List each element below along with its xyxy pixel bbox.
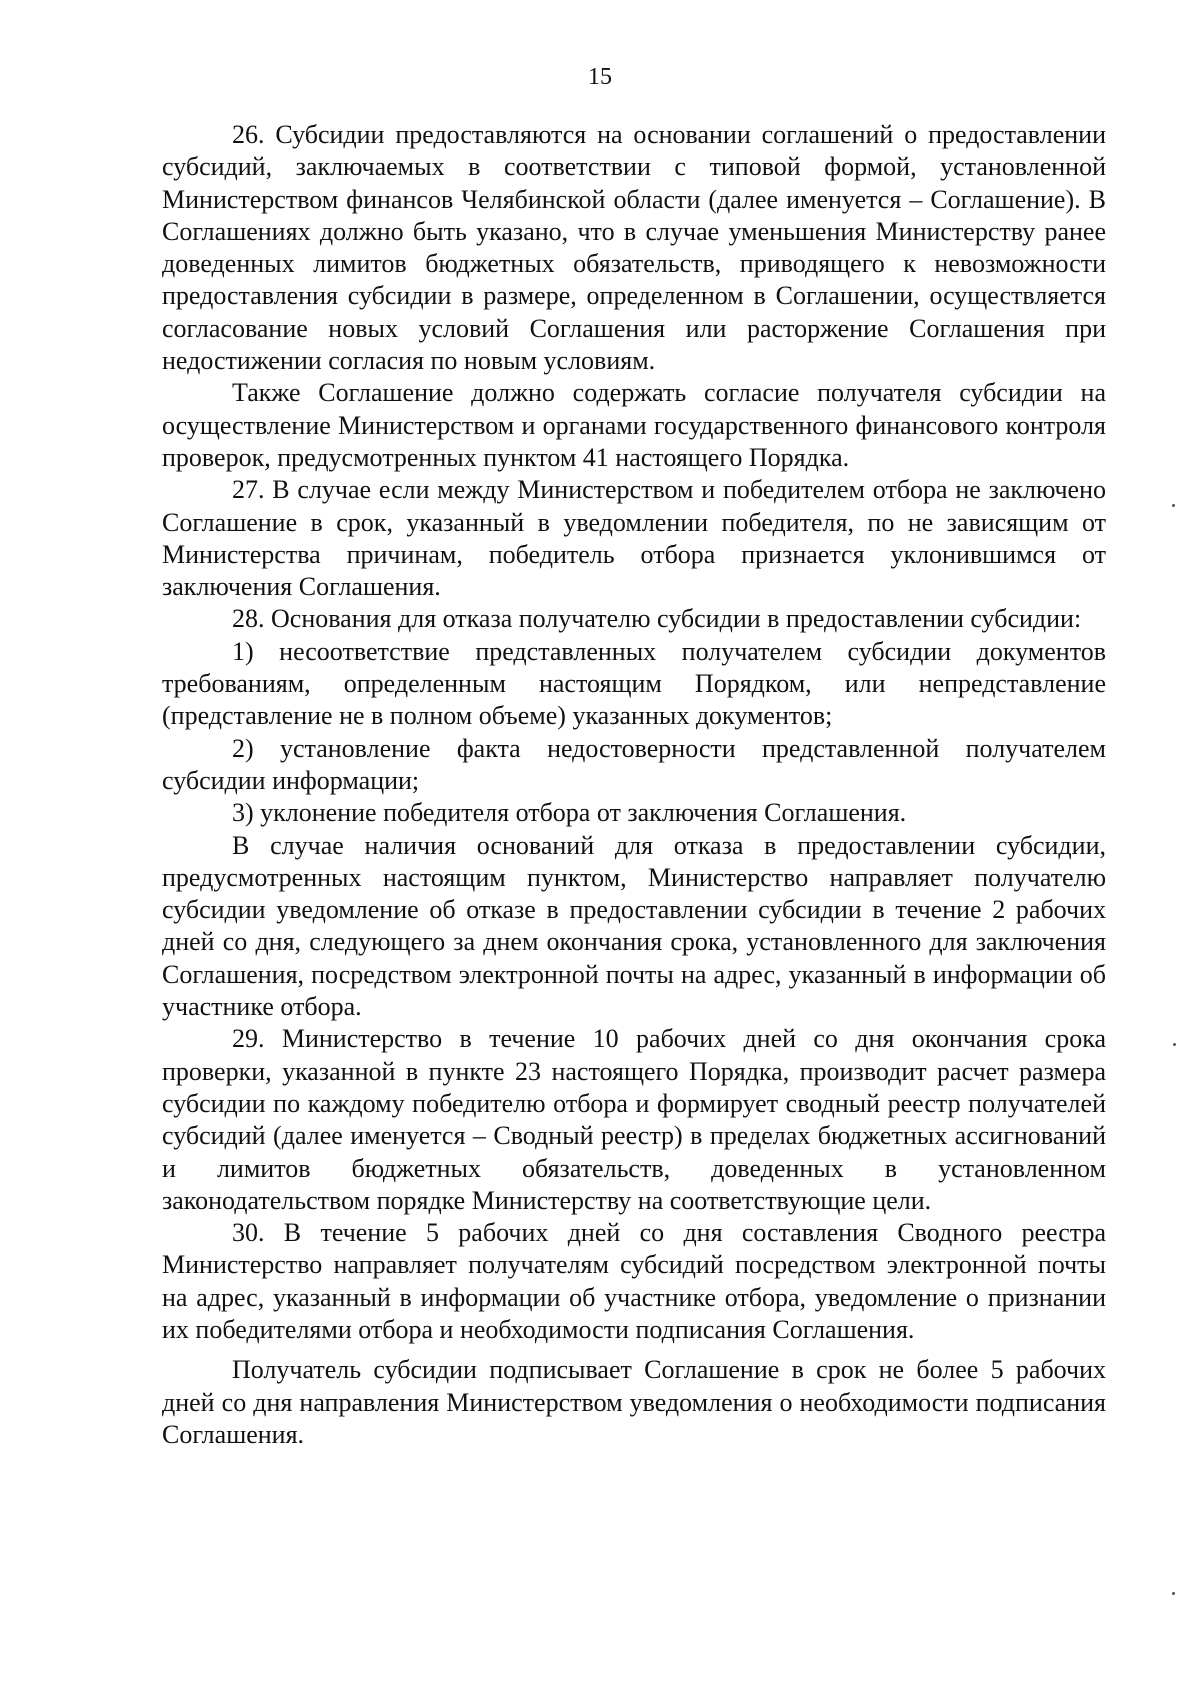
paragraph-28-item-2: 2) установление факта недостоверности представленной получателем субсидии информации; bbox=[162, 733, 1106, 795]
paragraph-26: 26. Субсидии предоставляются на основании соглашений о предоставлении субсидий, заключаемых в соответствии с типовой формой, установленной Министерством финансов Челябинской области (далее именуется – Соглашение). В Соглашениях должно быть указано, что в случае уменьшения Министерству ранее доведенных лимитов бюджетных обязательств, приводящего к невозможности предоставления субсидии в размере, определенном в Соглашении, осуществляется согласование новых условий Соглашения или расторжение Соглашения при недостижении согласия по новым условиям. bbox=[162, 120, 1106, 376]
document-body bbox=[162, 119, 1106, 1451]
page-number: 15 bbox=[588, 64, 612, 90]
paragraph-30: 30. В течение 5 рабочих дней со дня составления Сводного реестра Министерство направляет получателям субсидий посредством электронной почты на адрес, указанный в информации об участнике отбора, уведомление о признании их победителями отбора и необходимости подписания Соглашения. bbox=[162, 1218, 1106, 1344]
scan-dot-mark bbox=[1173, 1043, 1176, 1046]
paragraph-27: 27. В случае если между Министерством и победителем отбора не заключено Соглашение в срок, указанный в уведомлении победителя, по не зависящим от Министерства причинам, победитель отбора признается уклонившимся от заключения Соглашения. bbox=[162, 475, 1106, 602]
paragraph-28-refusal-notice: В случае наличия оснований для отказа в предоставлении субсидии, предусмотренных настоящим пунктом, Министерство направляет получателю субсидии уведомление об отказе в предоставлении субсидии в течение 2 рабочих дней со дня, следующего за днем окончания срока, установленного для заключения Соглашения, посредством электронной почты на адрес, указанный в информации об участнике отбора. bbox=[162, 830, 1106, 1022]
paragraph-26-consent: Также Соглашение должно содержать согласие получателя субсидии на осуществление Министерством и органами государственного финансового контроля проверок, предусмотренных пунктом 41 настоящего Порядка. bbox=[162, 378, 1106, 472]
paragraph-29: 29. Министерство в течение 10 рабочих дней со дня окончания срока проверки, указанной в пункте 23 настоящего Порядка, производит расчет размера субсидии по каждому победителю отбора и формирует сводный реестр получателей субсидий (далее именуется – Сводный реестр) в пределах бюджетных ассигнований и лимитов бюджетных обязательств, доведенных в установленном законодательством порядке Министерству на соответствующие цели. bbox=[162, 1024, 1106, 1215]
paragraph-28-item-3: 3) уклонение победителя отбора от заключения Соглашения. bbox=[232, 798, 907, 828]
paragraph-28-item-1: 1) несоответствие представленных получателем субсидии документов требованиям, определенным настоящим Порядком, или непредставление (представление не в полном объеме) указанных документов; bbox=[162, 636, 1106, 731]
scan-dot-mark bbox=[1172, 1592, 1175, 1595]
scan-dot-mark bbox=[1172, 504, 1175, 507]
paragraph-28: 28. Основания для отказа получателю субсидии в предоставлении субсидии: bbox=[232, 604, 1082, 634]
paragraph-30-signing-term: Получатель субсидии подписывает Соглашение в срок не более 5 рабочих дней со дня направления Министерством уведомления о необходимости подписания Соглашения. bbox=[162, 1355, 1106, 1449]
